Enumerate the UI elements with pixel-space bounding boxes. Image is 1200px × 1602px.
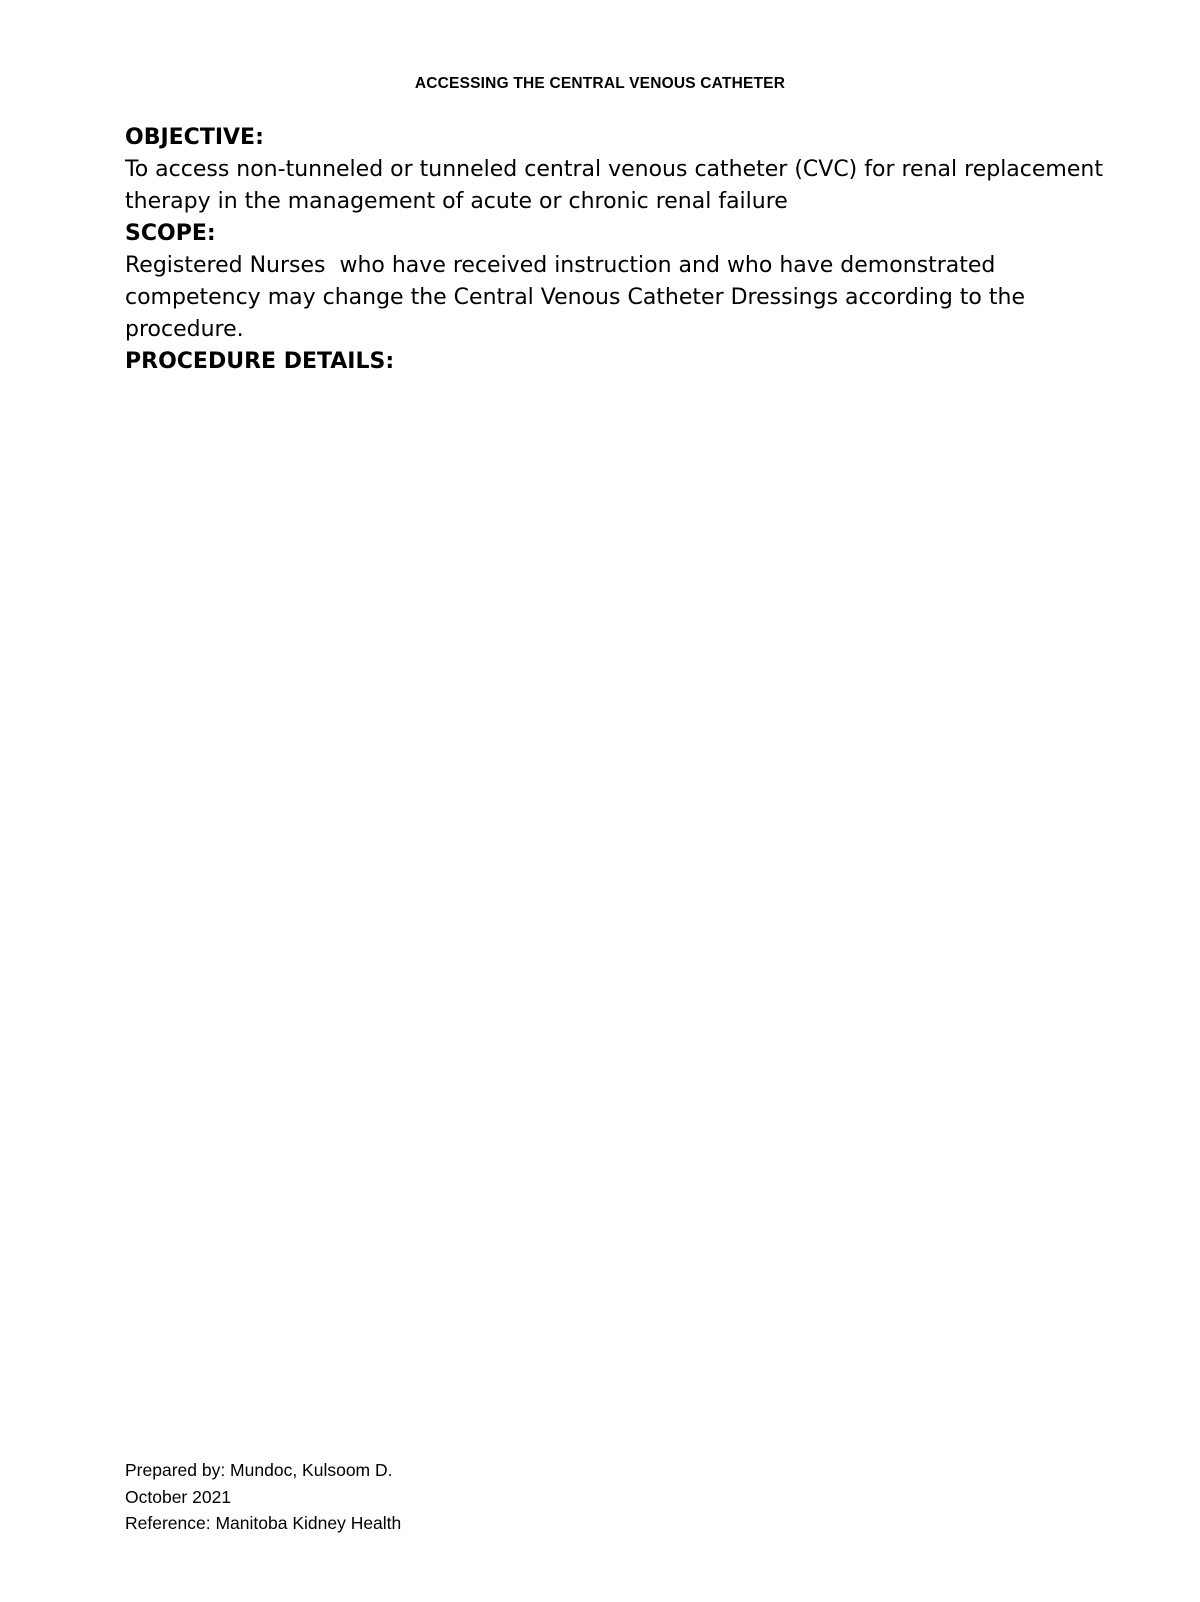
document-footer	[125, 1457, 825, 1537]
scope-text: Registered Nurses who have received instruction and who have demonstrated competency may change the Central Venous Catheter Dressings according to the procedure.	[125, 253, 1032, 342]
reference: Reference: Manitoba Kidney Health	[125, 1513, 402, 1533]
objective-text: To access non-tunneled or tunneled central venous catheter (CVC) for renal replacement therapy in the management of acute or chronic renal failure	[125, 157, 1103, 214]
document-body	[125, 122, 1105, 378]
procedure-details-heading: PROCEDURE DETAILS:	[125, 349, 395, 374]
objective-heading: OBJECTIVE:	[125, 125, 264, 150]
document-title: ACCESSING THE CENTRAL VENOUS CATHETER	[414, 75, 786, 92]
prepared-date: October 2021	[125, 1486, 232, 1507]
prepared-by: Prepared by: Mundoc, Kulsoom D.	[125, 1460, 393, 1480]
scope-heading: SCOPE:	[125, 221, 216, 246]
